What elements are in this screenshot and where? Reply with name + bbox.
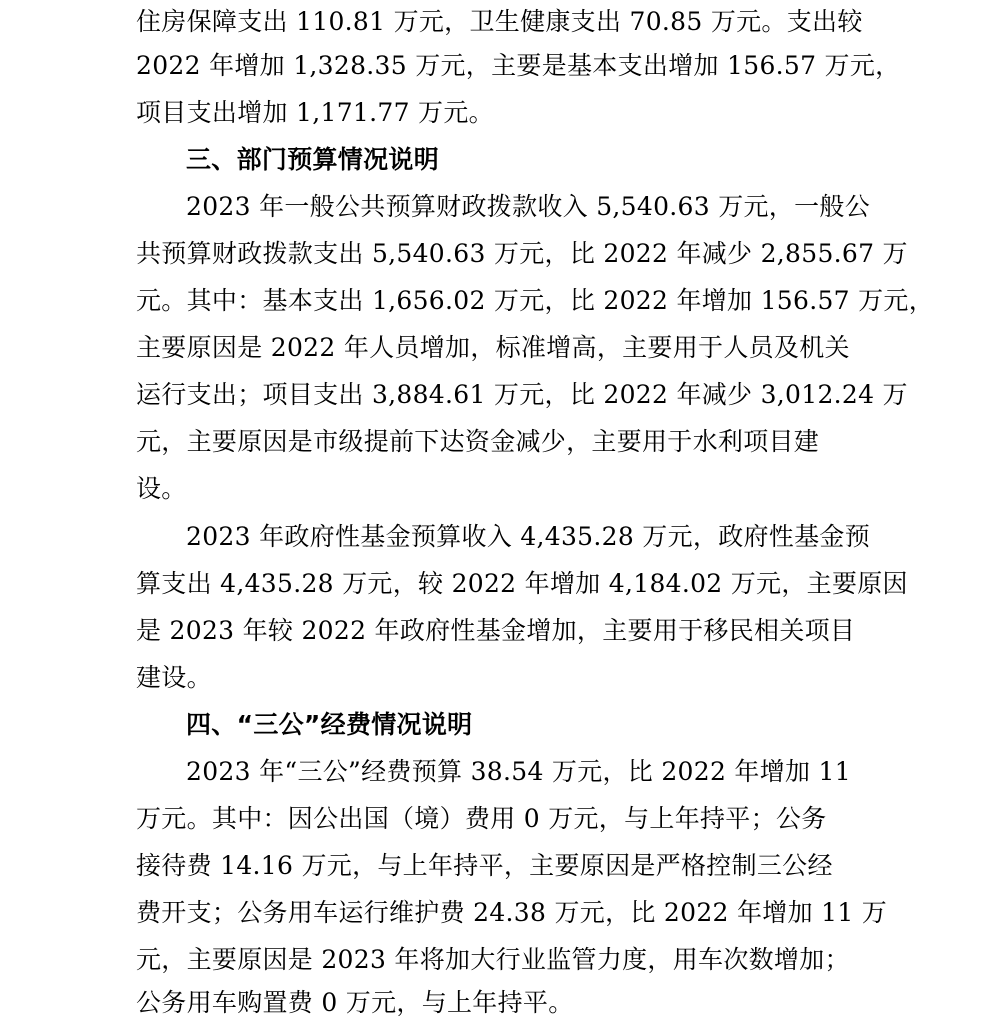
paragraph-line: 元，主要原因是市级提前下达资金减少，主要用于水利项目建	[136, 427, 820, 456]
paragraph-line: 运行支出；项目支出 3,884.61 万元，比 2022 年减少 3,012.24 万	[136, 380, 908, 409]
section-heading: 三、部门预算情况说明	[186, 145, 440, 174]
paragraph-line: 万元。其中：因公出国（境）费用 0 万元，与上年持平；公务	[136, 804, 827, 833]
paragraph-line: 建设。	[136, 663, 212, 692]
paragraph-line: 项目支出增加 1,171.77 万元。	[136, 98, 494, 127]
paragraph-line: 设。	[136, 474, 187, 503]
paragraph-line: 费开支；公务用车运行维护费 24.38 万元，比 2022 年增加 11 万	[136, 898, 888, 927]
section-heading: 四、“三公”经费情况说明	[186, 710, 473, 739]
paragraph-line: 2023 年一般公共预算财政拨款收入 5,540.63 万元，一般公	[186, 192, 870, 221]
paragraph-line: 是 2023 年较 2022 年政府性基金增加，主要用于移民相关项目	[136, 616, 856, 645]
paragraph-line: 主要原因是 2022 年人员增加，标准增高，主要用于人员及机关	[136, 333, 850, 362]
paragraph-line: 算支出 4,435.28 万元，较 2022 年增加 4,184.02 万元，主要原因	[136, 569, 908, 598]
paragraph-line: 2022 年增加 1,328.35 万元，主要是基本支出增加 156.57 万元，	[136, 51, 901, 80]
paragraph-line: 住房保障支出 110.81 万元，卫生健康支出 70.85 万元。支出较	[136, 7, 863, 36]
paragraph-line: 2023 年政府性基金预算收入 4,435.28 万元，政府性基金预	[186, 522, 870, 551]
paragraph-line: 元。其中：基本支出 1,656.02 万元，比 2022 年增加 156.57 万元，	[136, 286, 935, 315]
paragraph-line: 接待费 14.16 万元，与上年持平，主要原因是严格控制三公经	[136, 851, 833, 880]
paragraph-line: 共预算财政拨款支出 5,540.63 万元，比 2022 年减少 2,855.67 万	[136, 239, 908, 268]
paragraph-line: 元，主要原因是 2023 年将加大行业监管力度，用车次数增加；	[136, 945, 850, 974]
paragraph-line: 公务用车购置费 0 万元，与上年持平。	[136, 988, 574, 1017]
paragraph-line: 2023 年“三公”经费预算 38.54 万元，比 2022 年增加 11	[186, 757, 851, 786]
